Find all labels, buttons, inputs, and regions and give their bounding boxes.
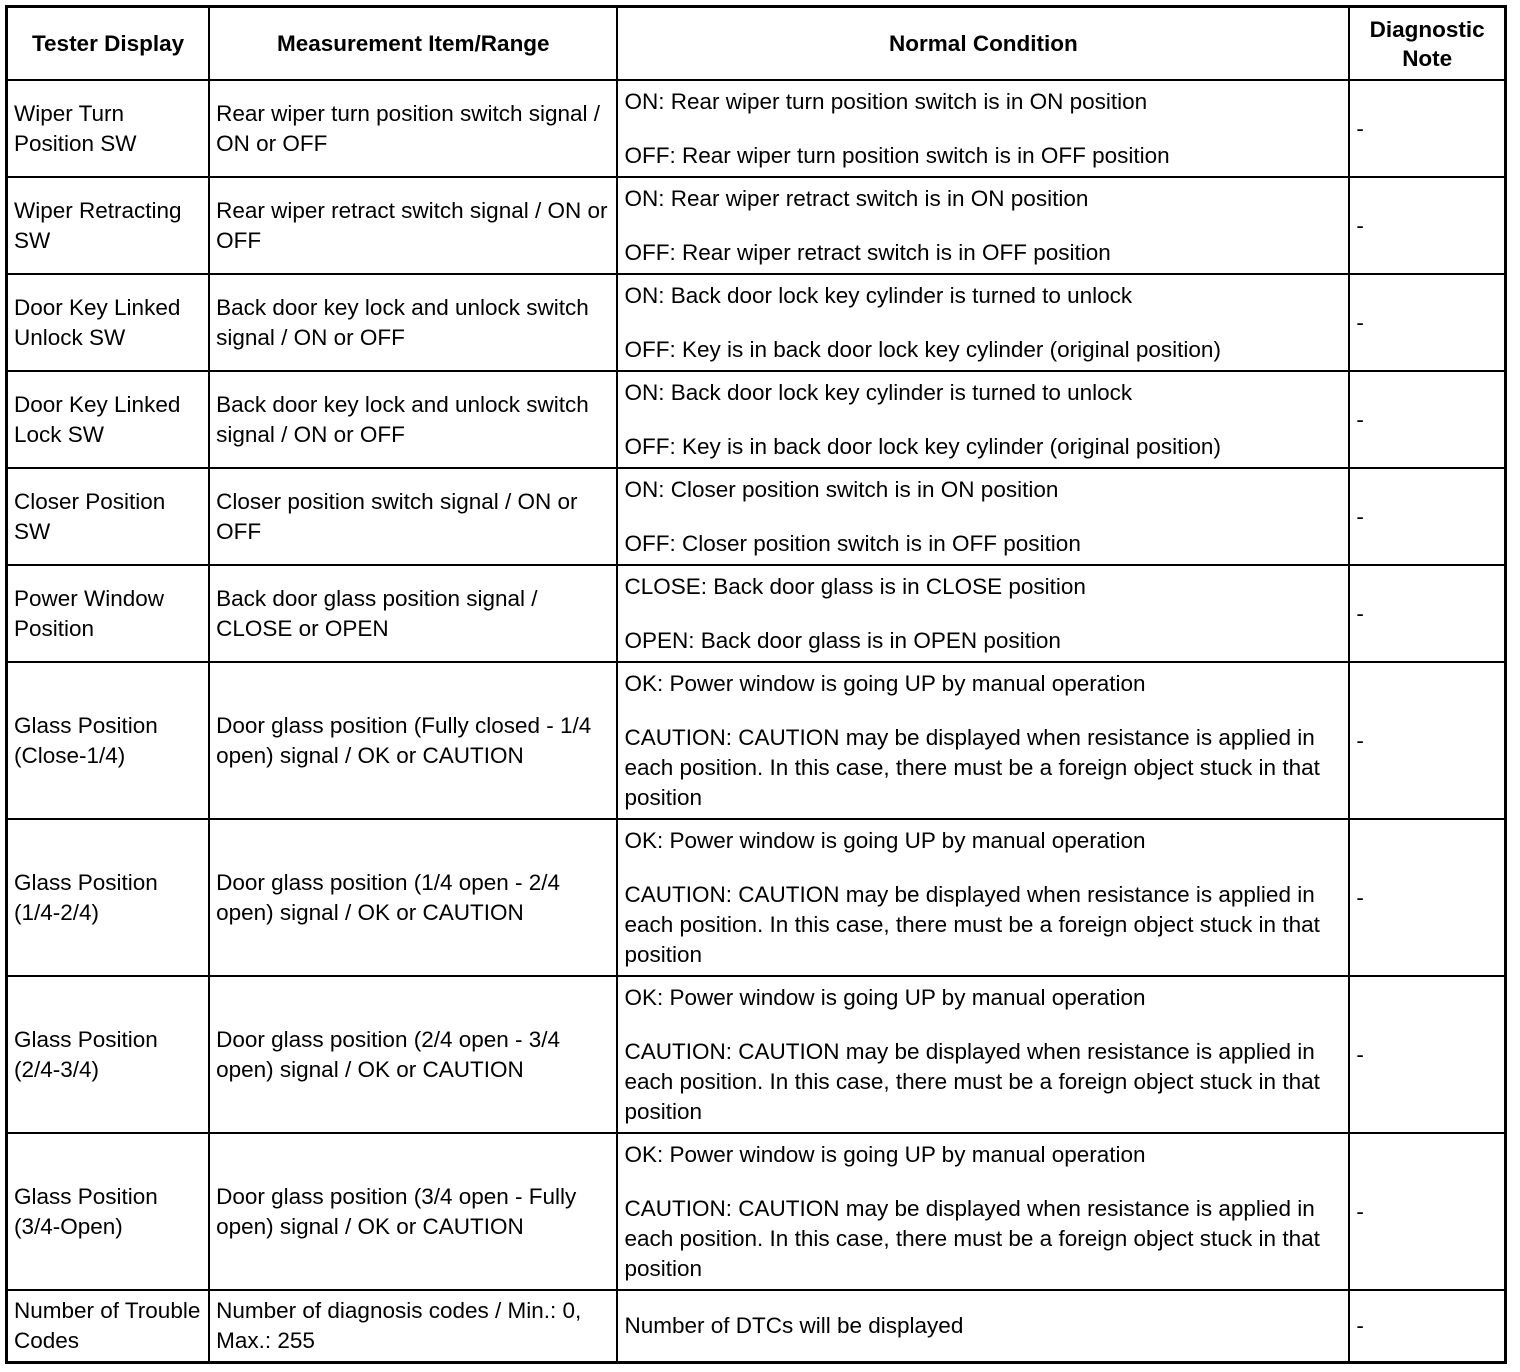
normal-condition-cell [617,1290,1349,1363]
tester-display-cell: Closer Position SW [7,468,210,565]
normal-condition-cell [617,80,1349,177]
condition-line: CAUTION: CAUTION may be displayed when resistance is applied in each position. In this case, there must be a foreign object stuck in that position [624,1195,1320,1281]
diagnostic-note-cell: - [1349,565,1505,662]
condition-line: OFF: Closer position switch is in OFF position [624,530,1081,556]
table-row [7,1290,1506,1363]
normal-condition-cell [617,274,1349,371]
condition-line: OK: Power window is going UP by manual operation [624,1141,1146,1167]
measurement-cell: Door glass position (2/4 open - 3/4 open) signal / OK or CAUTION [209,976,617,1133]
diagnostic-note-cell: - [1349,177,1505,274]
condition-line: OFF: Rear wiper retract switch is in OFF position [624,239,1111,265]
measurement-cell: Door glass position (3/4 open - Fully open) signal / OK or CAUTION [209,1133,617,1290]
header-diagnostic-note: Diagnostic Note [1349,7,1505,81]
measurement-cell: Number of diagnosis codes / Min.: 0, Max.: 255 [209,1290,617,1363]
diagnostic-note-cell: - [1349,80,1505,177]
table-row [7,371,1506,468]
measurement-cell: Rear wiper retract switch signal / ON or OFF [209,177,617,274]
condition-line: OK: Power window is going UP by manual operation [624,827,1146,853]
condition-line: OK: Power window is going UP by manual operation [624,984,1146,1010]
normal-condition-cell [617,371,1349,468]
normal-condition-cell [617,177,1349,274]
table-row [7,468,1506,565]
table-header-row [7,7,1506,81]
tester-display-cell: Glass Position (3/4-Open) [7,1133,210,1290]
normal-condition-cell [617,565,1349,662]
measurement-cell: Rear wiper turn position switch signal / ON or OFF [209,80,617,177]
condition-line: Number of DTCs will be displayed [624,1313,964,1338]
measurement-cell: Door glass position (1/4 open - 2/4 open) signal / OK or CAUTION [209,819,617,976]
tester-display-cell: Number of Trouble Codes [7,1290,210,1363]
condition-line: ON: Rear wiper retract switch is in ON position [624,185,1089,211]
header-measurement-item: Measurement Item/Range [209,7,617,81]
table-row [7,80,1506,177]
condition-line: ON: Rear wiper turn position switch is in ON position [624,88,1148,114]
condition-line: CAUTION: CAUTION may be displayed when resistance is applied in each position. In this case, there must be a foreign object stuck in that position [624,724,1320,810]
diagnostic-note-cell: - [1349,662,1505,819]
normal-condition-cell [617,976,1349,1133]
tester-display-cell: Power Window Position [7,565,210,662]
tester-display-cell: Door Key Linked Lock SW [7,371,210,468]
tester-display-cell: Glass Position (2/4-3/4) [7,976,210,1133]
normal-condition-cell [617,662,1349,819]
condition-line: OFF: Rear wiper turn position switch is in OFF position [624,142,1170,168]
header-normal-condition: Normal Condition [617,7,1349,81]
normal-condition-cell [617,1133,1349,1290]
tester-display-cell: Glass Position (Close-1/4) [7,662,210,819]
condition-line: ON: Closer position switch is in ON position [624,476,1059,502]
tester-display-cell: Door Key Linked Unlock SW [7,274,210,371]
diagnostic-data-table [5,5,1507,1364]
table-row [7,819,1506,976]
table-row [7,976,1506,1133]
condition-line: CAUTION: CAUTION may be displayed when resistance is applied in each position. In this case, there must be a foreign object stuck in that position [624,881,1320,967]
condition-line: OK: Power window is going UP by manual operation [624,670,1146,696]
diagnostic-note-cell: - [1349,976,1505,1133]
diagnostic-note-cell: - [1349,274,1505,371]
condition-line: ON: Back door lock key cylinder is turned to unlock [624,379,1133,405]
measurement-cell: Back door glass position signal / CLOSE or OPEN [209,565,617,662]
diagnostic-note-cell: - [1349,371,1505,468]
measurement-cell: Back door key lock and unlock switch signal / ON or OFF [209,274,617,371]
diagnostic-note-cell: - [1349,819,1505,976]
measurement-cell: Back door key lock and unlock switch signal / ON or OFF [209,371,617,468]
normal-condition-cell [617,468,1349,565]
condition-line: ON: Back door lock key cylinder is turned to unlock [624,282,1133,308]
condition-line: CAUTION: CAUTION may be displayed when resistance is applied in each position. In this case, there must be a foreign object stuck in that position [624,1038,1320,1124]
diagnostic-note-cell: - [1349,1290,1505,1363]
normal-condition-cell [617,819,1349,976]
condition-line: CLOSE: Back door glass is in CLOSE position [624,573,1086,599]
condition-line: OPEN: Back door glass is in OPEN position [624,627,1061,653]
table-row [7,662,1506,819]
condition-line: OFF: Key is in back door lock key cylinder (original position) [624,336,1221,362]
table-row [7,1133,1506,1290]
measurement-cell: Door glass position (Fully closed - 1/4 open) signal / OK or CAUTION [209,662,617,819]
diagnostic-note-cell: - [1349,468,1505,565]
table-row [7,274,1506,371]
measurement-cell: Closer position switch signal / ON or OFF [209,468,617,565]
table-row [7,177,1506,274]
tester-display-cell: Glass Position (1/4-2/4) [7,819,210,976]
condition-line: OFF: Key is in back door lock key cylinder (original position) [624,433,1221,459]
tester-display-cell: Wiper Retracting SW [7,177,210,274]
table-row [7,565,1506,662]
diagnostic-note-cell: - [1349,1133,1505,1290]
tester-display-cell: Wiper Turn Position SW [7,80,210,177]
header-tester-display: Tester Display [7,7,210,81]
